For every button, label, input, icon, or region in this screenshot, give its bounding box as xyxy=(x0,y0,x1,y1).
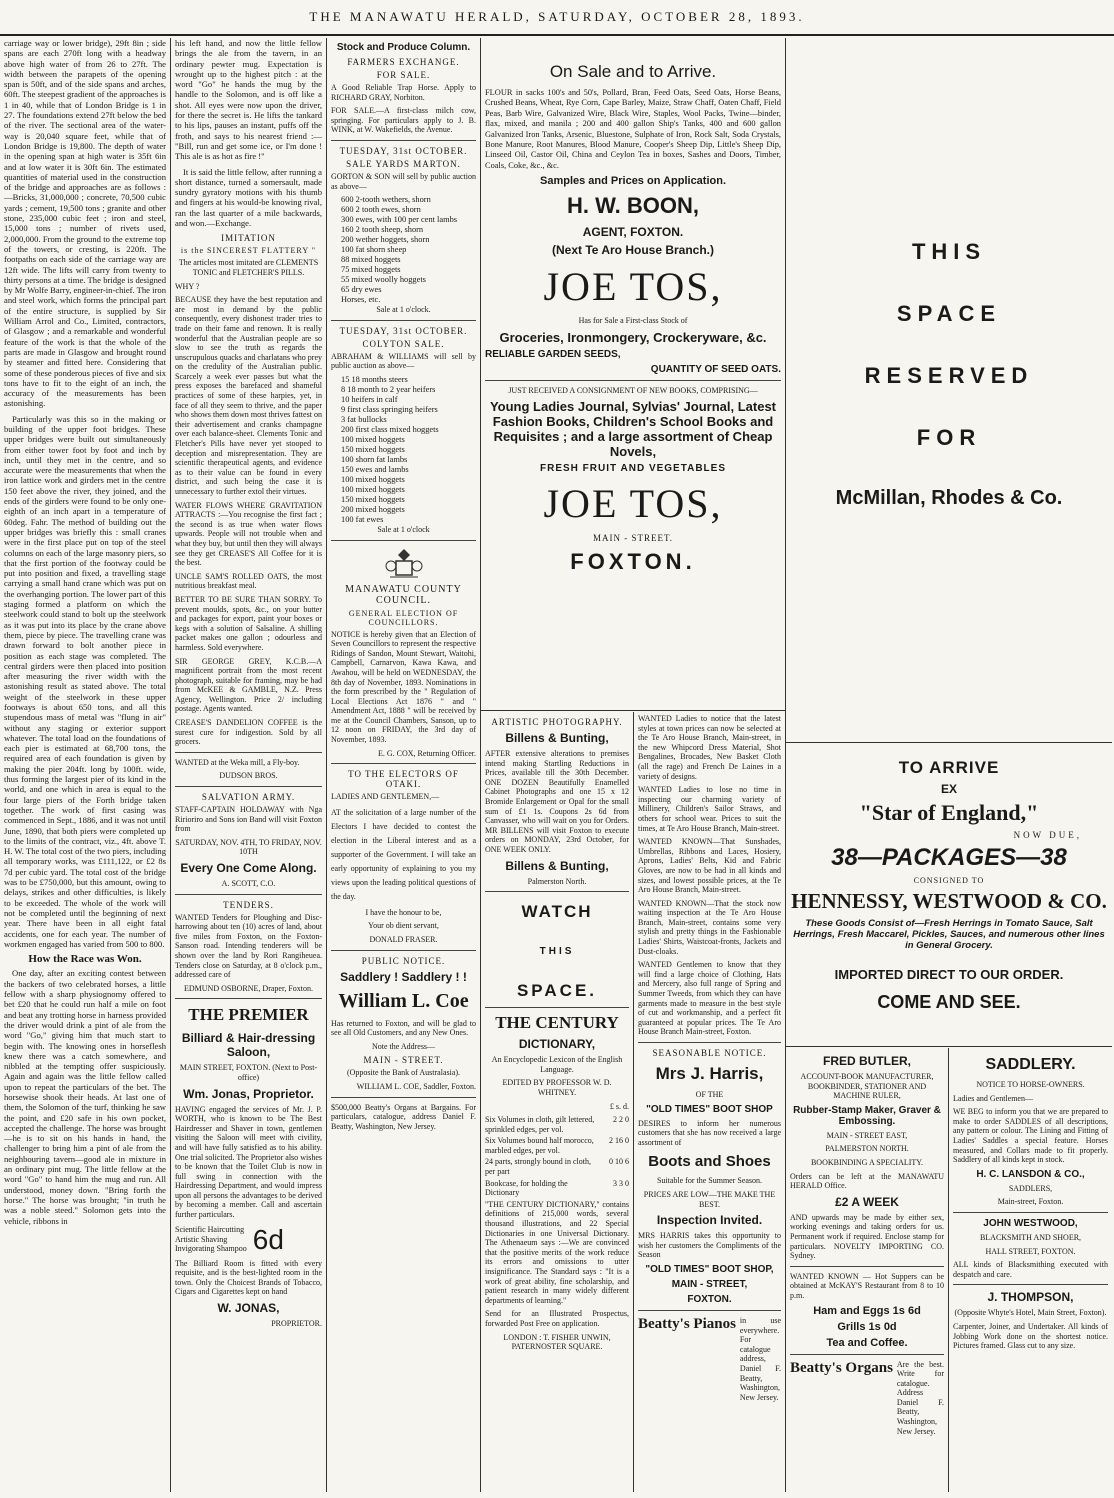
beatty-pianos-text: in use everywhere. For catalogue address, Daniel F. Beatty, Washington, New Jersey. xyxy=(739,1315,781,1402)
race-continued: his left hand, and now the little fellow brings the ale from the tavern, in an ordinary pewter mug. Expectation is wrought up to the highest pitch : at the word "Go" he hands the mug by the handle to the Solomon, and is off like a shot. All eyes were now upon the driver, for there the secret is. He lifts the tankard to his lips, pauses an instant, puffs off the froth, and says to his nearest friend :— "Bill, run and get some ice, or I'm done ! This ale is as hot as fire !" xyxy=(175,38,322,162)
column-5b xyxy=(949,1050,1112,1492)
edited: EDITED BY PROFESSOR W. D. WHITNEY. xyxy=(502,1078,612,1097)
imitation-text: The articles most imitated are CLEMENTS TONIC and FLETCHER'S PILLS. xyxy=(178,258,319,277)
bridge-paragraph: carriage way or lower bridge), 29ft 8in ; side spans are each 270ft long with a headway above high water of from 26 to 27ft. The width between the parapets of the opening span is 50ft, and of the side spans and arches, 60ft. The steepest gradient of the approaches is 1 in 40, while that of London Bridge is 1 in 27. The foundations extend 27ft below the bed of the river. The sectional area of the water-way is 20,040 square feet, while that of London Bridge is 19,800. The depth of water in the opening span at high water is 35ft 6in and at low water it is 30ft 6in. The estimated quantities of material used in the construction of the bridge and approaches are as follows :—Bricks, 31,000,000 ; concrete, 70,500 cubic yards ; cement, 19,500 tons ; granite and other stone, 235,000 cubic feet ; iron and steel, 15,000 tons ; number of rivets used, 2,000,000. From the ground to the extreme top of the towers, or cresting, is 220ft. The footpaths on each side of the carriage way are 12ft wide. The lifts will carry from twenty to thirty persons at a time. The bridge is designed by Mr Wolfe Barry, engineer-in-chief. The iron and steel work, which forms the principal part of the entire structure, is supplied by Sir William Arrol and Co., Limited, contractors, of Glasgow ; and a remarkable and wonderful feature of the work is that the whole of the parts are made in Glasgow and brought round by steamer and fitted here. Considering that some of these ponderous pieces of five and six tons have to fit to the eight of an inch, the accuracy of the measurements has been astonishing. xyxy=(4,38,166,409)
joe-tos-2: JOE TOS, xyxy=(543,481,723,527)
list-item: 600 2-tooth wethers, shorn xyxy=(341,195,431,205)
ex: EX xyxy=(940,782,957,796)
price-row xyxy=(485,1179,629,1198)
of-the: OF THE xyxy=(695,1090,724,1099)
beatty-pianos: Beatty's Pianos xyxy=(638,1315,736,1332)
reserved-for: FOR xyxy=(916,424,982,450)
column-4-top xyxy=(481,38,785,708)
list-item: 100 mixed hoggets xyxy=(341,474,405,484)
orders: Orders can be left at the MANAWATU HERALD Office. xyxy=(790,1171,944,1191)
coe-sig: WILLIAM L. COE, Saddler, Foxton. xyxy=(356,1082,476,1091)
beatty-organs: $500,000 Beatty's Organs at Bargains. For particulars, catalogue, address Daniel F. Beatty, Washington, New Jersey. xyxy=(331,1102,476,1131)
harris-text-2: MRS HARRIS takes this opportunity to wish her customers the Compliments of the Season xyxy=(638,1231,781,1260)
list-item: 15 18 months steers xyxy=(341,374,408,384)
reserved-space-word: SPACE xyxy=(896,300,1002,326)
section-rule xyxy=(481,710,785,711)
list-item: 65 dry ewes xyxy=(341,285,382,295)
grey-text: SIR GEORGE GREY, K.C.B.—A magnificent portrait from the most recent photograph, suitable for framing, may be had from McKEE & GAMBLE, N.Z. Press Agency, Wellington. Price 2/ including postage. Agents wanted. xyxy=(175,656,322,714)
public-notice: PUBLIC NOTICE. xyxy=(361,955,446,966)
come-and-see: COME AND SEE. xyxy=(877,992,1021,1012)
list-item: 160 2 tooth sheep, shorn xyxy=(341,225,424,235)
list-item: 55 mixed woolly hoggets xyxy=(341,275,426,285)
this: THIS xyxy=(539,946,575,958)
journals: Young Ladies Journal, Sylvias' Journal, Latest Fashion Books, Children's School Books and Requisites ; and a large assortment of Cheap Novels, xyxy=(489,399,777,460)
servant: Your ob dient servant, xyxy=(368,921,439,931)
billens-2: Billens & Bunting, xyxy=(505,858,609,873)
note: Note the Address— xyxy=(371,1041,436,1051)
column-2 xyxy=(171,38,326,1492)
main-east: MAIN - STREET EAST, xyxy=(826,1130,908,1140)
main-foxton: Main-street, Foxton. xyxy=(997,1197,1064,1207)
premier-text: HAVING engaged the services of Mr. J. P. WORTH, who is known to be The Best Hairdresser and Shaver in town, gentlemen visiting the Saloon will meet with civility, and will have fully satisfied as to his ability. One trial solicited. The Proprietor also wishes to be known that the Toilet Club is now in full swing in connection with the Hairdressing Department, and would impress upon all persons the advantages to be derived by becoming a member. Call and ascertain further particulars. xyxy=(175,1104,322,1220)
wanted-5: WANTED Gentlemen to know that they will find a large choice of Clothing, Hats and Mercery, also full range of Spring and Summer Tweeds, from which they can have garments made to measure in the best style of cut and workmanship, and a perfect fit guaranteed at popular prices. The Te Aro House Branch Main-street, Foxton. xyxy=(638,960,781,1037)
column-4b xyxy=(634,714,785,1492)
crease-text: CREASE'S DANDELION COFFEE is the surest cure for indigestion. Sold by all grocers. xyxy=(175,718,322,747)
billens-text: AFTER extensive alterations to premises intend making Startling Reductions in Prices, available till the 30th December. ONE DOZEN Beautifully Enamelled Cabinet Photographs and one 15 x 12 Bromide Enlargement or Opal for the small sum of £1 1s. Coupons 2s 6d from Canvasser, who will wait on you for Orders. MR BILLENS will visit Foxton to execute orders on MONDAY, 23rd October, for ONE WEEK ONLY. xyxy=(485,749,629,854)
wanted-weka: WANTED at the Weka mill, a Fly-boy. xyxy=(175,757,300,767)
tenders-text: WANTED Tenders for Ploughing and Disc-harrowing about ten (10) acres of land, about five miles from Foxton, on the Foxton-Sanson road. Intending tenderers will be shown over the land by Rori Rangiheuea. Tenders close on Saturday, at 8 o'clock p.m., addressed care of xyxy=(175,912,322,980)
butler: FRED BUTLER, xyxy=(823,1054,911,1068)
oats: QUANTITY OF SEED OATS. xyxy=(650,363,781,375)
list-item: 100 fat shorn sheep xyxy=(341,245,407,255)
prices-low: PRICES ARE LOW—THE MAKE THE BEST. xyxy=(643,1189,776,1209)
scott: A. SCOTT, C.O. xyxy=(221,879,276,888)
list-item: 300 ewes, with 100 per cent lambs xyxy=(341,215,458,225)
price-item: 24 parts, strongly bound in cloth, per part xyxy=(485,1157,591,1177)
agent: AGENT, FOXTON. xyxy=(582,225,684,240)
boots: Boots and Shoes xyxy=(648,1153,771,1171)
list-item: 200 mixed hoggets xyxy=(341,504,405,514)
on-sale: On Sale and to Arrive. xyxy=(549,62,717,81)
tenders-title: TENDERS. xyxy=(223,899,274,910)
race-title: How the Race was Won. xyxy=(28,953,142,966)
we-beg: WE BEG to inform you that we are prepared to make to order SADDLES of all descriptions, any pattern or colour. The Lining and Fitting of Ladies' Saddles a special feature. Horses measured, and Collars made to fit properly. Saddlery of all kinds kept in stock. xyxy=(953,1107,1108,1165)
now-due: NOW DUE, xyxy=(1013,830,1082,840)
old-times-2: "OLD TIMES" BOOT SHOP, xyxy=(645,1263,774,1275)
boon: H. W. BOON, xyxy=(567,193,699,219)
coe: William L. Coe xyxy=(338,989,469,1012)
abraham-list xyxy=(341,375,476,525)
century: THE CENTURY xyxy=(495,1013,619,1033)
why: WHY ? xyxy=(175,281,200,291)
london: LONDON : T. FISHER UNWIN, PATERNOSTER SQUARE. xyxy=(503,1332,611,1352)
opposite: (Opposite the Bank of Australasia). xyxy=(346,1068,461,1078)
seasonable: SEASONABLE NOTICE. xyxy=(652,1048,767,1058)
coe-text: Has returned to Foxton, and will be glad to see all Old Customers, and any New Ones. xyxy=(331,1018,476,1038)
notice: NOTICE is hereby given that an Election of Seven Councillors to represent the respective Ridings of Sandon, Mount Stewart, Waitohi, Campbell, Carnarvon, Kawa Kawa, and Awahou, will be held on WEDNESDAY, the 8th day of November, 1893. Nominations in the form prescribed by the " Regulation of Local Elections Act 1876 " and " Amendment Act, 1888 " will be received by me at the Council Chambers, Sanson, up to 12 noon on FRIDAY, the 3rd day of November, 1893. xyxy=(331,629,476,745)
star-of-england: "Star of England," xyxy=(859,800,1039,825)
all-kinds: ALL kinds of Blacksmithing executed with despatch and care. xyxy=(953,1260,1108,1279)
hall-street: HALL STREET, FOXTON. xyxy=(985,1246,1076,1256)
election: GENERAL ELECTION OF COUNCILLORS. xyxy=(348,608,459,627)
carpenter: Carpenter, Joiner, and Undertaker. All kinds of Jobbing Work done on the shortest notice. Pictures framed. Glass cut to any size. xyxy=(953,1321,1108,1351)
beatty-organs: Beatty's Organs xyxy=(790,1359,893,1376)
reserved-space xyxy=(786,38,1112,710)
list-item: 10 heifers in calf xyxy=(341,394,398,404)
imitation-sub: is the SINCEREST FLATTERY " xyxy=(180,246,317,256)
ham-and-eggs: Ham and Eggs 1s 6d xyxy=(813,1304,921,1317)
jonas: Wm. Jonas, Proprietor. xyxy=(183,1086,314,1101)
price-item: Six Volumes bound half morocco, marbled edges, per vol. xyxy=(485,1136,594,1155)
reserved-this: THIS xyxy=(911,238,987,264)
packages: 38—PACKAGES—38 xyxy=(831,844,1067,871)
price-value: 3 3 0 xyxy=(613,1178,629,1188)
price-row xyxy=(485,1115,629,1134)
list-item: 9 first class springing heifers xyxy=(341,404,438,414)
otaki: TO THE ELECTORS OF OTAKI. xyxy=(348,769,459,790)
goods: These Goods Consist of—Fresh Herrings in Tomato Sauce, Salt Herrings, Fresh Maccarel, Pickles, Sauces, and numerous other lines in General Grocery. xyxy=(793,918,1105,951)
wanted-4: WANTED KNOWN—That the stock now waiting inspection at the Te Aro House Branch, Main-street, contains some very stylish and pretty things in the Fashionable Ladies' Shirts, Waistcoat-fronts, Jackets and Dust-cloaks. xyxy=(638,898,781,956)
imported: IMPORTED DIRECT TO OUR ORDER. xyxy=(834,967,1064,982)
list-item: 75 mixed hoggets xyxy=(341,265,401,275)
gorton-list xyxy=(341,195,476,305)
price-value: 0 10 6 xyxy=(609,1157,629,1167)
column-5a xyxy=(786,1050,948,1492)
watch: WATCH xyxy=(521,902,593,922)
price-table xyxy=(485,1115,629,1198)
for-sale: FOR SALE. xyxy=(376,70,431,80)
salvation-title: SALVATION ARMY. xyxy=(201,792,296,803)
bookbinding: BOOKBINDING A SPECIALITY. xyxy=(810,1157,924,1167)
samples: Samples and Prices on Application. xyxy=(539,175,727,188)
honour: I have the honour to be, xyxy=(365,907,442,917)
list-item: 8 18 month to 2 year heifers xyxy=(341,384,436,394)
price-item: Bookcase, for holding the Dictionary xyxy=(485,1178,568,1198)
premier-address: MAIN STREET, FOXTON. (Next to Post-office) xyxy=(179,1063,318,1082)
lexicon: An Encyclopedic Lexicon of the English Language. xyxy=(491,1055,623,1074)
wjonas: W. JONAS, xyxy=(217,1301,280,1316)
list-item: 100 mixed hoggets xyxy=(341,434,405,444)
fresh: FRESH FRUIT AND VEGETABLES xyxy=(539,463,726,475)
wanted-1: WANTED Ladies to notice that the latest styles at town prices can now be selected at the Te Aro House Branch, Main-street, in the new Whipcord Dress Material, Shot Bengalines, Brocades, New Basket Cloth (all the rage) and French De Laines in a variety of designs. xyxy=(638,714,781,781)
list-item: 100 mixed hoggets xyxy=(341,484,405,494)
week-text: AND upwards may be made by either sex, working evenings and taking orders for us. Permanent work if required. Enclose stamp for particulars. NOVELTY IMPORTING CO. Sydney. xyxy=(790,1212,944,1261)
list-item: 88 mixed hoggets xyxy=(341,255,401,265)
race-paragraph: One day, after an exciting contest between the backers of two celebrated horses, a little fellow with a sharp physiognomy offered to bet £20 that he could run half a mile on foot and beat any trotting horse in harness provided the driver would drink a pint of ale from the word "Go," giving him that much start to begin with. The knowing ones in horseflesh knew there was a catch somewhere, and nibbled at the tempting offer suspiciously. Again and again was the little fellow called upon to repeat the particulars of the bet. The horsewise shook their heads. At last one of them, the Solomon of the turf, thinking he saw the point, and £20 safe in his own pocket, accepted the challenge. The horse was brought—he is to sit on his hands in hand, the challenger to bring him a pint of ale from the neighbouring tavern—good ale in mixture in an ordinary pint mug. The little fellow at the word "Go" to hand him the mug and run. All understood, money down. "Bring forth the horse." The horse was brought; "in truth he was a noble steed." Solomon gets into the vehicle, ribbons in xyxy=(4,968,166,1226)
inspection: Inspection Invited. xyxy=(656,1213,763,1228)
dudson: DUDSON BROS. xyxy=(219,771,278,781)
grills: Grills 1s 0d xyxy=(837,1320,897,1333)
harris-text: DESIRES to inform her numerous customers that she has now received a large assortment of xyxy=(638,1118,781,1147)
blacksmith: BLACKSMITH AND SHOER, xyxy=(979,1232,1082,1242)
every-one: Every One Come Along. xyxy=(180,861,317,875)
main-street: MAIN - STREET. xyxy=(363,1055,444,1066)
list-item: 150 mixed hoggets xyxy=(341,494,405,504)
proprietor: PROPRIETOR. xyxy=(271,1319,322,1329)
arrive-ad xyxy=(786,748,1112,1040)
column-4a xyxy=(481,714,633,1492)
westwood: JOHN WESTWOOD, xyxy=(983,1217,1078,1229)
list-item: Horses, etc. xyxy=(341,295,381,305)
list-item: 3 fat bullocks xyxy=(341,414,387,424)
stock-title: Stock and Produce Column. xyxy=(336,42,471,53)
why-text: BECAUSE they have the best reputation and are most in demand by the public consequently, every dishonest trader tries to trade on their fame and renown. It is really wonderful that the Australian people are so slow to see the truth as regards the unscrupulous quacks and charlatans who prey on the credulity of the Australian public. Scarcely a week ever passes but what the press exposes the barefaced and shameful practices of some of these harpies, yet, in face of all they seem to thrive, and the paper who shows them down most thrives fattest on their advertisement and cranks champagne over each balance-sheet. Clements Tonic and Fletcher's Pills have never yet stooped to deception and misrepresentation. They are scientific therapeutical agents, and evidence as to their value can be found in every district, and such being the case it is unnecessary to further extol their virtues. xyxy=(175,295,322,496)
section-rule xyxy=(786,1046,1112,1047)
list-item: 150 mixed hoggets xyxy=(341,444,405,454)
flour-list: FLOUR in sacks 100's and 50's, Pollard, Bran, Feed Oats, Seed Oats, Horse Beans, Crushed Beans, Wheat, Rye Corn, Cape Barley, Maize, Straw Chaff, Oaten Chaff, Field Peas, Barb Wire, Galvanized Wire, Black Wire, Staples, Wool Packs, Twine—binder, flax, mixed, and manila ; 200 and 400 gallon Ship's Tanks, 400 and 600 gallon Galvanized Iron Tanks, Arsenic, Bluestone, Sulphate of Iron, Rock Salt, Soda Crystals, Bone Manure, Root Manures, Blood Manure, Cooper's Sheep Dip, Little's Sheep Dip, Linseed Oil, Castor Oil, China and Ceylon Tea in boxes, Sashes and Doors, Timber, Coals, Coke, &c., &c. xyxy=(485,88,781,170)
premier-title: THE PREMIER xyxy=(188,1005,309,1025)
foxton: FOXTON. xyxy=(570,549,696,575)
week: £2 A WEEK xyxy=(835,1194,899,1209)
price-row xyxy=(485,1136,629,1155)
tea-coffee: Tea and Coffee. xyxy=(826,1336,908,1349)
ladies: LADIES AND GENTLEMEN,— xyxy=(331,792,440,802)
received: JUST RECEIVED A CONSIGNMENT OF NEW BOOKS, COMPRISING— xyxy=(508,385,758,395)
saddlery: Saddlery ! Saddlery ! ! xyxy=(340,969,467,984)
otaki-text: AT the solicitation of a large number of the Electors I have decided to contest the election in the Liberal interest and as a supporter of the Government. I will take an early opportunity of explaining to you my views upon the leading political questions of the day. xyxy=(331,807,476,901)
next-to: (Next Te Aro House Branch.) xyxy=(551,243,715,258)
harris: Mrs J. Harris, xyxy=(655,1064,764,1083)
tuesday-2: TUESDAY, 31st OCTOBER. xyxy=(339,325,468,336)
century-text: "THE CENTURY DICTIONARY," contains definitions of 215,000 words, several thousand illustrations, and 22 Special Dictionaries in one Universal Dictionary. The Athenaeum says :—We are convinced that the positive merits of the work reduce its errors and omissions to utter insignificance. The Standard says : "It is a work of great ability, fine scholarship, and patient research in many widely different departments of learning." xyxy=(485,1199,629,1305)
artistic: ARTISTIC PHOTOGRAPHY. xyxy=(491,717,623,727)
rubber: Rubber-Stamp Maker, Graver & Embossing. xyxy=(793,1104,941,1127)
royal-crest-icon xyxy=(384,546,424,580)
masthead: THE MANAWATU HERALD, SATURDAY, OCTOBER 28, 1893. xyxy=(0,0,1114,36)
list-item: 100 fat ewes xyxy=(341,514,384,524)
ladies: Ladies and Gentlemen— xyxy=(953,1093,1033,1103)
foxton-2: FOXTON. xyxy=(687,1293,732,1305)
butler-sub: ACCOUNT-BOOK MANUFACTURER, BOOKBINDER, STATIONER AND MACHINE RULER, xyxy=(800,1072,934,1101)
wanted-2: WANTED Ladies to lose no time in inspecting our charming variety of Millinery, Children's Sailor Straws, and others for school wear. Prices to suit the times, at Te Aro House Branch, Main-street. xyxy=(638,785,781,833)
reserved-word: RESERVED xyxy=(864,362,1034,388)
uncle-text: UNCLE SAM'S ROLLED OATS, the most nutritious breakfast meal. xyxy=(175,571,322,591)
bridge-paragraph: Particularly was this so in the making or building of the upper foot bridges. These upper bridges were built out simultaneously from either tower foot by foot and inch by inch, until they met in the centre, and so accurate were the measurements that when the iron lattice work and girders met in the centre 150 feet above the river, they joined, and the ends of the girders were found to be only one-eighth of an inch apart in a temperature of 60deg. Fahr. The method of building out the upper bridges was briefly this : small cranes were in the first place put on top of the steel columns on each of the large masonry piers, so that the first portion of the footway could be put into position and fixed, a travelling stage carrying a small hand crane which was put on the overhanging portion. The lower part of this staging formed a platform on which the steelwork could stand to bolt up the steelwork as it was put into its place by the crane above them, piece by piece. The travelling crane was drawn forward to bolt another piece in position as each stage was completed. The central girders were then placed into position after measuring the river width with the astonishing result as stated above. The total weight of the steelwork in these upper footways is about 650 tons, and all this stupendous mass of metal was "flung in air" without any staging or exterior support whatever. The total load on the foundations of each pier is estimated at 68,700 tons, the required area of each foundation is given by making the pier 204ft. long by 100ft. wide, thus forming the largest pier of its kind in the world, and one which in area is equal to the four large piers of the Forth bridge taken together. The work of first casing was commenced in Sept., 1886, and it was not until June, 1890, that both piers were completed up to the limits of the contract, viz., 4ft. above T. H. W. The total cost of the two piers, including all temporary works, was £111,122, or £2 8s 7d per cubic yard. The total cost of the bridge was to be £750,000, but this amount, owing to delays, strikes and other difficulties, is likely to be exceeded. The whole of the work will not be completed until the beginning of next year. There have been in all eight fatal accidents, one for each year. The number of workmen engaged has varied from 500 to 800. xyxy=(4,413,166,949)
groceries: Groceries, Ironmongery, Crockeryware, &c. xyxy=(499,329,767,345)
sale-2: Sale at 1 o'clock xyxy=(377,524,430,534)
imitation-title: IMITATION xyxy=(221,233,276,244)
palmerston: PALMERSTON NORTH. xyxy=(825,1144,909,1154)
race-end: It is said the little fellow, after running a short distance, turned a somersault, made sundry gyratory motions with his thumb and fingers at his would-be knowing rival, ran the last quarter of a mile backwards, and won.—Exchange. xyxy=(175,166,322,229)
joe-sub: Has for Sale a First-class Stock of xyxy=(578,316,688,326)
fraser: DONALD FRASER. xyxy=(369,935,438,945)
abraham: ABRAHAM & WILLIAMS will sell by public auction as above— xyxy=(331,351,476,371)
seeds: RELIABLE GARDEN SEEDS, xyxy=(485,348,621,360)
osborne: EDMUND OSBORNE, Draper, Foxton. xyxy=(183,983,313,993)
to-arrive: TO ARRIVE xyxy=(898,758,1000,777)
marton: SALE YARDS MARTON. xyxy=(346,158,461,169)
old-times: "OLD TIMES" BOOT SHOP xyxy=(646,1103,773,1115)
farmers: FARMERS EXCHANGE. xyxy=(347,57,460,67)
main-2: MAIN - STREET, xyxy=(671,1278,748,1290)
column-3 xyxy=(327,38,480,1492)
price-item: Six Volumes in cloth, gilt lettered, sprinkled edges, per vol. xyxy=(485,1115,595,1134)
list-item: 200 first class mixed hoggets xyxy=(341,424,439,434)
haircut-list: Scientific Haircutting Artistic Shaving Invigorating Shampoo xyxy=(175,1225,247,1254)
wanted-known: WANTED KNOWN — Hot Suppers can be obtained at McKAY'S Restaurant from 8 to 10 p.m. xyxy=(790,1271,944,1300)
list-item: 150 ewes and lambs xyxy=(341,464,409,474)
cow-ad: FOR SALE.—A first-class milch cow, springing. For particulars apply to J. B. WINK, at W. Wakefields, the Avenue. xyxy=(331,106,476,135)
price-row xyxy=(485,1157,629,1176)
dictionary: DICTIONARY, xyxy=(518,1037,596,1052)
water-text: WATER FLOWS WHERE GRAVITATION ATTRACTS :—You recognise the first fact ; the second is as true when water flows upwards. People will not trouble when and what they buy, but until then they will always see they get CREASE'S All Coffee for it is the best. xyxy=(175,500,322,568)
space: SPACE. xyxy=(516,981,598,1001)
gorton: GORTON & SON will sell by public auction as above— xyxy=(331,171,476,191)
palmerston: Palmerston North. xyxy=(527,876,587,886)
lansdon: H. C. LANSDON & CO., xyxy=(976,1168,1085,1180)
column-1 xyxy=(0,38,170,1492)
price-head: £ s. d. xyxy=(609,1101,629,1111)
list-item: 600 2 tooth ewes, shorn xyxy=(341,205,421,215)
list-item: 200 wether hoggets, shorn xyxy=(341,235,430,245)
price: 6d xyxy=(252,1223,284,1255)
price-value: 2 2 0 xyxy=(613,1115,629,1125)
salvation-dates: SATURDAY, NOV. 4TH, TO FRIDAY, NOV. 10TH xyxy=(175,837,322,857)
colyton: COLYTON SALE. xyxy=(362,338,445,349)
sale-1: Sale at 1 o'clock. xyxy=(376,305,431,315)
price-value: 2 16 0 xyxy=(609,1136,629,1146)
billens: Billens & Bunting, xyxy=(505,731,609,745)
main-street: MAIN - STREET. xyxy=(592,533,674,544)
premier-sub: Billiard & Hair-dressing Saloon, xyxy=(181,1031,316,1060)
tuesday-1: TUESDAY, 31st OCTOBER. xyxy=(339,145,468,156)
reserved-advertiser: McMillan, Rhodes & Co. xyxy=(835,486,1063,509)
joe-tos: JOE TOS, xyxy=(543,264,723,310)
trap-ad: A Good Reliable Trap Horse. Apply to RICHARD GRAY, Norbiton. xyxy=(331,83,476,102)
council-title: MANAWATU COUNTY COUNCIL. xyxy=(345,583,462,606)
saddlers: SADDLERS, xyxy=(1008,1183,1053,1193)
saddlery-title: SADDLERY. xyxy=(985,1056,1076,1073)
consigned: CONSIGNED TO xyxy=(913,876,985,885)
opposite: (Opposite Whyte's Hotel, Main Street, Foxton). xyxy=(954,1308,1107,1318)
wanted-3: WANTED KNOWN—That Sunshades, Umbrellas, Ribbons and Laces, Hosiery, Aprons, Ladies' Belts, Kid and Fabric Gloves, are now to be had in all kinds and sizes, and lowest possible prices, at the Te Aro House Branch, Main-street. xyxy=(638,837,781,895)
better-text: BETTER TO BE SURE THAN SORRY. To prevent moulds, spots, &c., on your butter and packages for export, paint your boxes or kegs with a solution of Salsaline. A shilling packet makes one gallon ; odourless and harmless. Sold everywhere. xyxy=(175,594,322,652)
section-rule xyxy=(786,742,1112,743)
illustrated: Send for an Illustrated Prospectus, forwarded Post Free on application. xyxy=(485,1309,629,1328)
list-item: 100 shorn fat lambs xyxy=(341,454,408,464)
hennessy: HENNESSY, WESTWOOD & CO. xyxy=(791,889,1107,913)
cox: E. G. COX, Returning Officer. xyxy=(377,748,476,758)
organs-text: Are the best. Write for catalogue. Address Daniel F. Beatty, Washington, New Jersey. xyxy=(896,1359,944,1436)
thompson: J. THOMPSON, xyxy=(987,1290,1074,1305)
horse-owners: NOTICE TO HORSE-OWNERS. xyxy=(976,1080,1085,1089)
billiard-text: The Billiard Room is fitted with every requisite, and is the best-lighted room in the town. Only the Choicest Brands of Tobacco, Cigars and Cigarettes kept on hand xyxy=(175,1258,322,1297)
suitable: Suitable for the Summer Season. xyxy=(656,1176,763,1186)
salvation-text: STAFF-CAPTAIN HOLDAWAY with Nga Ririoriro and Sons ion Band will visit Foxton from xyxy=(175,805,322,834)
